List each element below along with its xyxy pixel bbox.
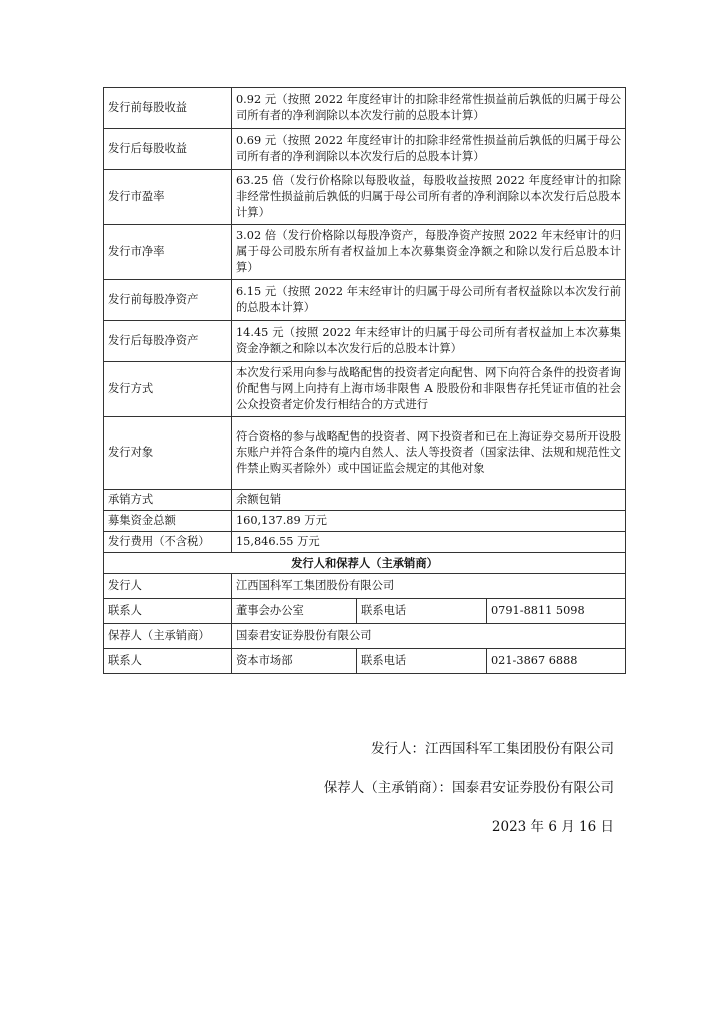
table-row xyxy=(104,129,626,170)
sponsor-label: 保荐人（主承销商） xyxy=(104,624,232,649)
row-value: 63.25 倍（发行价格除以每股收益，每股收益按照 2022 年度经审计的扣除非经常性损益前后孰低的归属于母公司所有者的净利润除以本次发行后总股本计算） xyxy=(232,170,626,225)
row-value: 本次发行采用向参与战略配售的投资者定向配售、网下向符合条件的投资者询价配售与网上向持有上海市场非限售 A 股股份和非限售存托凭证市值的社会公众投资者定价发行相结合的方式进行 xyxy=(232,362,626,417)
row-label: 发行市盈率 xyxy=(104,170,232,225)
row-label: 发行对象 xyxy=(104,417,232,490)
row-label: 发行方式 xyxy=(104,362,232,417)
sponsor-phone-label: 联系电话 xyxy=(357,649,487,674)
issuer-contact-label: 联系人 xyxy=(104,599,232,624)
table-row xyxy=(104,321,626,362)
issuer-phone: 0791-8811 5098 xyxy=(487,599,626,624)
row-value: 3.02 倍（发行价格除以每股净资产，每股净资产按照 2022 年末经审计的归属于母公司股东所有者权益加上本次募集资金净额之和除以发行后总股本计算） xyxy=(232,225,626,280)
row-value: 15,846.55 万元 xyxy=(232,532,626,553)
row-value: 6.15 元（按照 2022 年末经审计的归属于母公司所有者权益除以本次发行前的总股本计算） xyxy=(232,280,626,321)
section-header-row xyxy=(104,553,626,574)
issuer-name: 江西国科军工集团股份有限公司 xyxy=(232,574,626,599)
table-row xyxy=(104,362,626,417)
sponsor-phone: 021-3867 6888 xyxy=(487,649,626,674)
table-row xyxy=(104,88,626,129)
row-label: 发行后每股净资产 xyxy=(104,321,232,362)
row-label: 发行前每股净资产 xyxy=(104,280,232,321)
table-row xyxy=(104,624,626,649)
table-row xyxy=(104,511,626,532)
signature-date: 2023 年 6 月 16 日 xyxy=(491,819,614,835)
sponsor-contact: 资本市场部 xyxy=(232,649,357,674)
issuer-phone-label: 联系电话 xyxy=(357,599,487,624)
table-row xyxy=(104,532,626,553)
row-value: 余额包销 xyxy=(232,490,626,511)
issuer-label: 发行人 xyxy=(104,574,232,599)
table-row xyxy=(104,225,626,280)
row-label: 募集资金总额 xyxy=(104,511,232,532)
table-row xyxy=(104,599,626,624)
row-label: 发行后每股收益 xyxy=(104,129,232,170)
row-label: 发行市净率 xyxy=(104,225,232,280)
row-value: 160,137.89 万元 xyxy=(232,511,626,532)
signature-sponsor: 保荐人（主承销商）：国泰君安证券股份有限公司 xyxy=(323,780,614,796)
issuer-contact: 董事会办公室 xyxy=(232,599,357,624)
offering-info-table xyxy=(103,87,626,674)
table-row xyxy=(104,574,626,599)
row-value: 符合资格的参与战略配售的投资者、网下投资者和已在上海证券交易所开设股东账户并符合条件的境内自然人、法人等投资者（国家法律、法规和规范性文件禁止购买者除外）或中国证监会规定的其他对象 xyxy=(232,417,626,490)
sponsor-contact-label: 联系人 xyxy=(104,649,232,674)
signature-issuer: 发行人：江西国科军工集团股份有限公司 xyxy=(371,741,614,757)
table-row xyxy=(104,490,626,511)
row-label: 承销方式 xyxy=(104,490,232,511)
row-value: 14.45 元（按照 2022 年末经审计的归属于母公司所有者权益加上本次募集资金净额之和除以本次发行后的总股本计算） xyxy=(232,321,626,362)
row-value: 0.92 元（按照 2022 年度经审计的扣除非经常性损益前后孰低的归属于母公司所有者的净利润除以本次发行前的总股本计算） xyxy=(232,88,626,129)
sponsor-name: 国泰君安证券股份有限公司 xyxy=(232,624,626,649)
table-row xyxy=(104,649,626,674)
row-label: 发行费用（不含税） xyxy=(104,532,232,553)
table-row xyxy=(104,280,626,321)
section-title: 发行人和保荐人（主承销商） xyxy=(104,553,626,574)
row-label: 发行前每股收益 xyxy=(104,88,232,129)
row-value: 0.69 元（按照 2022 年度经审计的扣除非经常性损益前后孰低的归属于母公司所有者的净利润除以本次发行后的总股本计算） xyxy=(232,129,626,170)
table-row xyxy=(104,417,626,490)
table-row xyxy=(104,170,626,225)
